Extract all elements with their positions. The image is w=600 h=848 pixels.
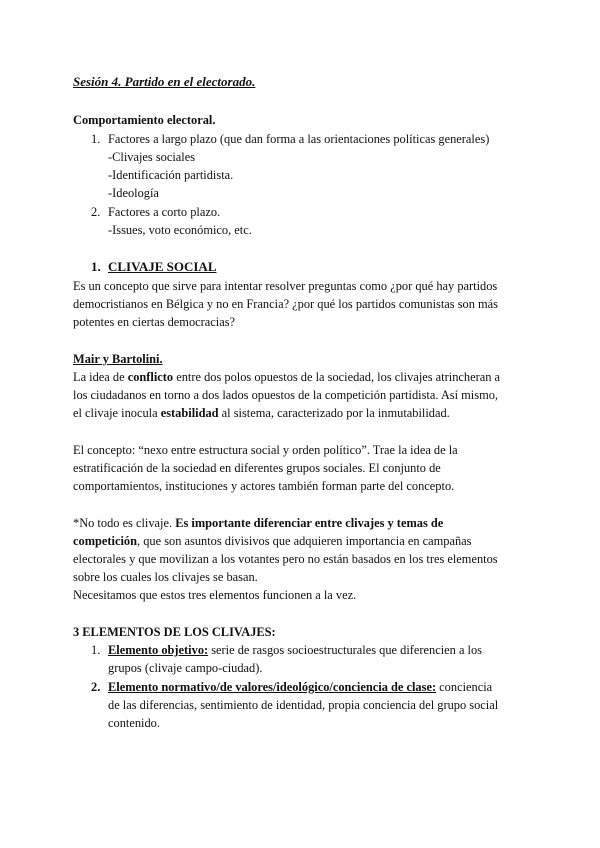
paragraph-line: democristianos en Bélgica y no en Francia? ¿por qué los partidos comunistas son más: [73, 297, 498, 311]
section-heading-elementos: 3 ELEMENTOS DE LOS CLIVAJES:: [73, 625, 276, 639]
text-run: *No todo es clivaje.: [73, 516, 176, 530]
list-item-text: Factores a largo plazo (que dan forma a las orientaciones políticas generales): [108, 132, 490, 146]
paragraph-line: [73, 532, 471, 550]
paragraph-line: Es un concepto que sirve para intentar resolver preguntas como ¿por qué hay partidos: [73, 279, 498, 293]
paragraph-line: El concepto: “nexo entre estructura social y orden político”. Trae la idea de la: [73, 443, 458, 457]
text-run: , que son asuntos divisivos que adquieren importancia en campañas: [137, 534, 472, 548]
paragraph-line: [73, 514, 443, 532]
text-run: el clivaje inocula: [73, 406, 161, 420]
paragraph-line: los ciudadanos en torno a dos lados opuestos de la competición partidista. Así mismo,: [73, 388, 499, 402]
paragraph-line: estratificación de la sociedad en diferentes grupos sociales. El conjunto de: [73, 461, 441, 475]
sub-item: -Identificación partidista.: [108, 168, 234, 182]
bold-term: Es importante diferenciar entre clivajes y temas de: [175, 516, 444, 530]
paragraph-line: [73, 404, 450, 422]
text-run: entre dos polos opuestos de la sociedad, los clivajes atrincheran a: [173, 370, 501, 384]
section-heading-mair: Mair y Bartolini.: [73, 352, 163, 366]
list-item-text: Factores a corto plazo.: [108, 205, 221, 219]
section-number: 1.: [91, 259, 101, 274]
section-heading-clivaje: CLIVAJE SOCIAL: [108, 259, 217, 274]
list-number: 2.: [91, 680, 101, 694]
list-item-text: contenido.: [108, 716, 160, 730]
list-item-text: de las diferencias, sentimiento de identidad, propia conciencia del grupo social: [108, 698, 499, 712]
element-title: Elemento objetivo:: [108, 643, 209, 657]
text-run: La idea de: [73, 370, 128, 384]
paragraph-line: potentes en ciertas democracias?: [73, 315, 236, 329]
list-item-text: grupos (clivaje campo-ciudad).: [108, 661, 263, 675]
text-run: conciencia: [436, 680, 493, 694]
sub-item: -Clivajes sociales: [108, 150, 196, 164]
list-item-text: [108, 678, 492, 696]
bold-term: estabilidad: [160, 406, 219, 420]
element-title: Elemento normativo/de valores/ideológico/conciencia de clase:: [108, 680, 437, 694]
paragraph-line: sobre los cuales los clivajes se basan.: [73, 570, 258, 584]
page-title: Sesión 4. Partido en el electorado.: [73, 74, 256, 89]
list-number: 2.: [91, 205, 101, 219]
bold-term: conflicto: [127, 370, 174, 384]
text-run: serie de rasgos socioestructurales que diferencien a los: [208, 643, 483, 657]
sub-item: -Issues, voto económico, etc.: [108, 223, 252, 237]
paragraph-line: comportamientos, instituciones y actores también forman parte del concepto.: [73, 479, 455, 493]
list-number: 1.: [91, 643, 101, 657]
bold-term: competición: [73, 534, 138, 548]
paragraph-line: Necesitamos que estos tres elementos funcionen a la vez.: [73, 588, 357, 602]
list-number: 1.: [91, 132, 101, 146]
paragraph-line: electorales y que movilizan a los votantes pero no están basados en los tres elementos: [73, 552, 498, 566]
list-item-text: [108, 641, 482, 659]
section-heading-comportamiento: Comportamiento electoral.: [73, 113, 216, 127]
paragraph-line: [73, 368, 500, 386]
sub-item: -Ideología: [108, 186, 159, 200]
text-run: al sistema, caracterizado por la inmutabilidad.: [218, 406, 450, 420]
